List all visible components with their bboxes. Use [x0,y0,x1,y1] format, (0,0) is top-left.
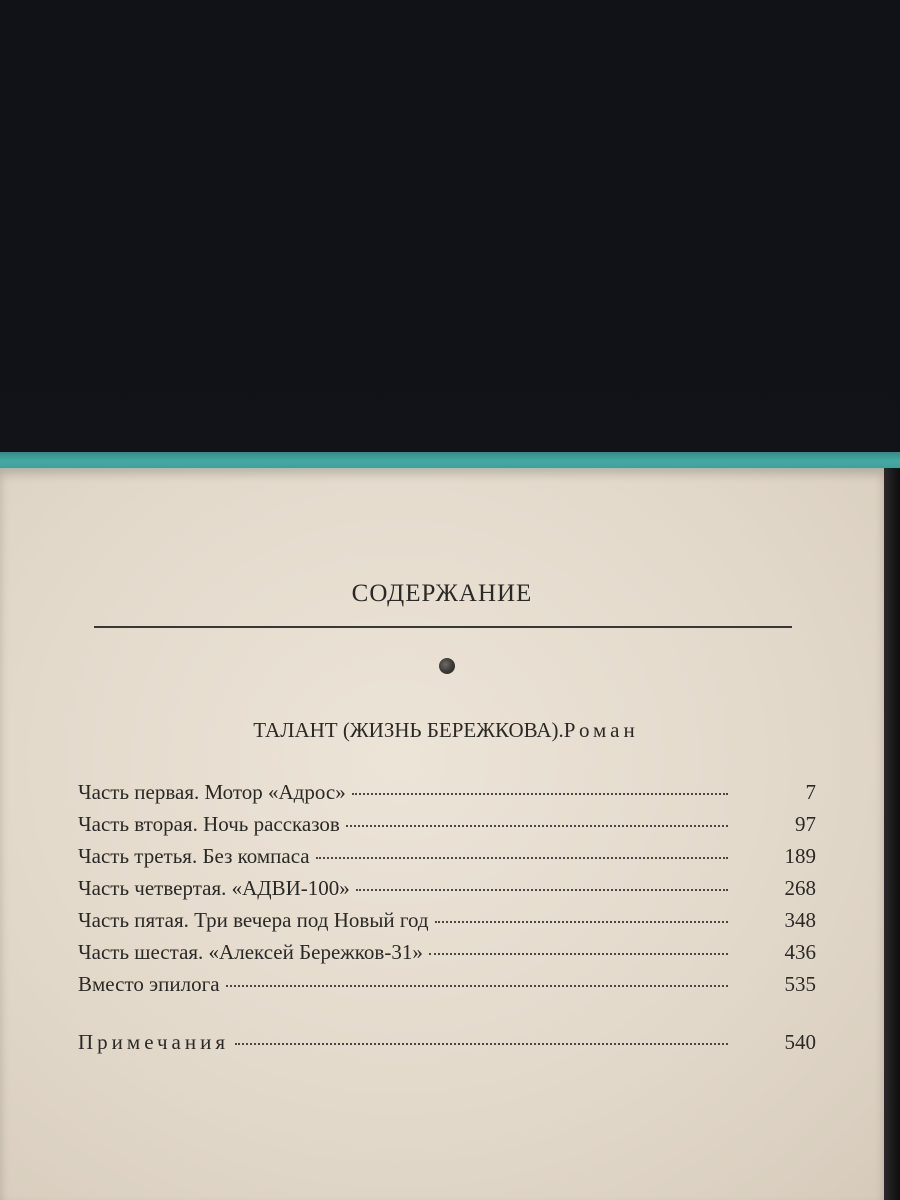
toc-entry-label: Вместо эпилога [78,972,220,996]
toc-notes-label: Примечания [78,1030,230,1054]
work-title [0,718,892,743]
heading-rule [94,626,792,628]
toc-notes-page: 540 [784,1030,816,1054]
toc-entry[interactable] [78,876,816,908]
dot-leader [352,793,728,795]
toc-entry[interactable] [78,940,816,972]
toc-entry-page: 436 [784,940,816,964]
dot-leader [346,825,728,827]
dot-leader [235,1043,728,1045]
toc-entry-page: 7 [805,780,816,804]
toc-entry-label: Часть третья. Без компаса [78,844,310,868]
toc-entry-label: Часть первая. Мотор «Адрос» [78,780,346,804]
toc-entry-label: Часть пятая. Три вечера под Новый год [78,908,429,932]
toc-entry-label: Часть вторая. Ночь рассказов [78,812,340,836]
page-right-edge [884,468,900,1200]
toc-entry[interactable] [78,812,816,844]
toc-entry-page: 97 [795,812,816,836]
toc-entry-page: 268 [784,876,816,900]
dot-leader [435,921,728,923]
table-of-contents [78,780,816,1062]
section-gap [78,1004,816,1030]
toc-entry[interactable] [78,780,816,812]
dot-ornament-icon [439,658,455,674]
toc-notes-entry[interactable] [78,1030,816,1062]
toc-entry-page: 189 [784,844,816,868]
toc-entry[interactable] [78,844,816,876]
dot-leader [316,857,728,859]
toc-entry-page: 348 [784,908,816,932]
toc-entry-label: Часть шестая. «Алексей Бережков-31» [78,940,423,964]
toc-entry[interactable] [78,908,816,940]
dot-leader [226,985,728,987]
work-genre: Роман [563,718,639,742]
contents-heading: СОДЕРЖАНИЕ [351,580,533,607]
book-page [0,468,884,1200]
toc-entry[interactable] [78,972,816,1004]
toc-entry-label: Часть четвертая. «АДВИ-100» [78,876,350,900]
dot-leader [429,953,728,955]
toc-entry-page: 535 [784,972,816,996]
dot-leader [356,889,728,891]
work-title-text: ТАЛАНТ (ЖИЗНЬ БЕРЕЖКОВА). [253,718,564,742]
